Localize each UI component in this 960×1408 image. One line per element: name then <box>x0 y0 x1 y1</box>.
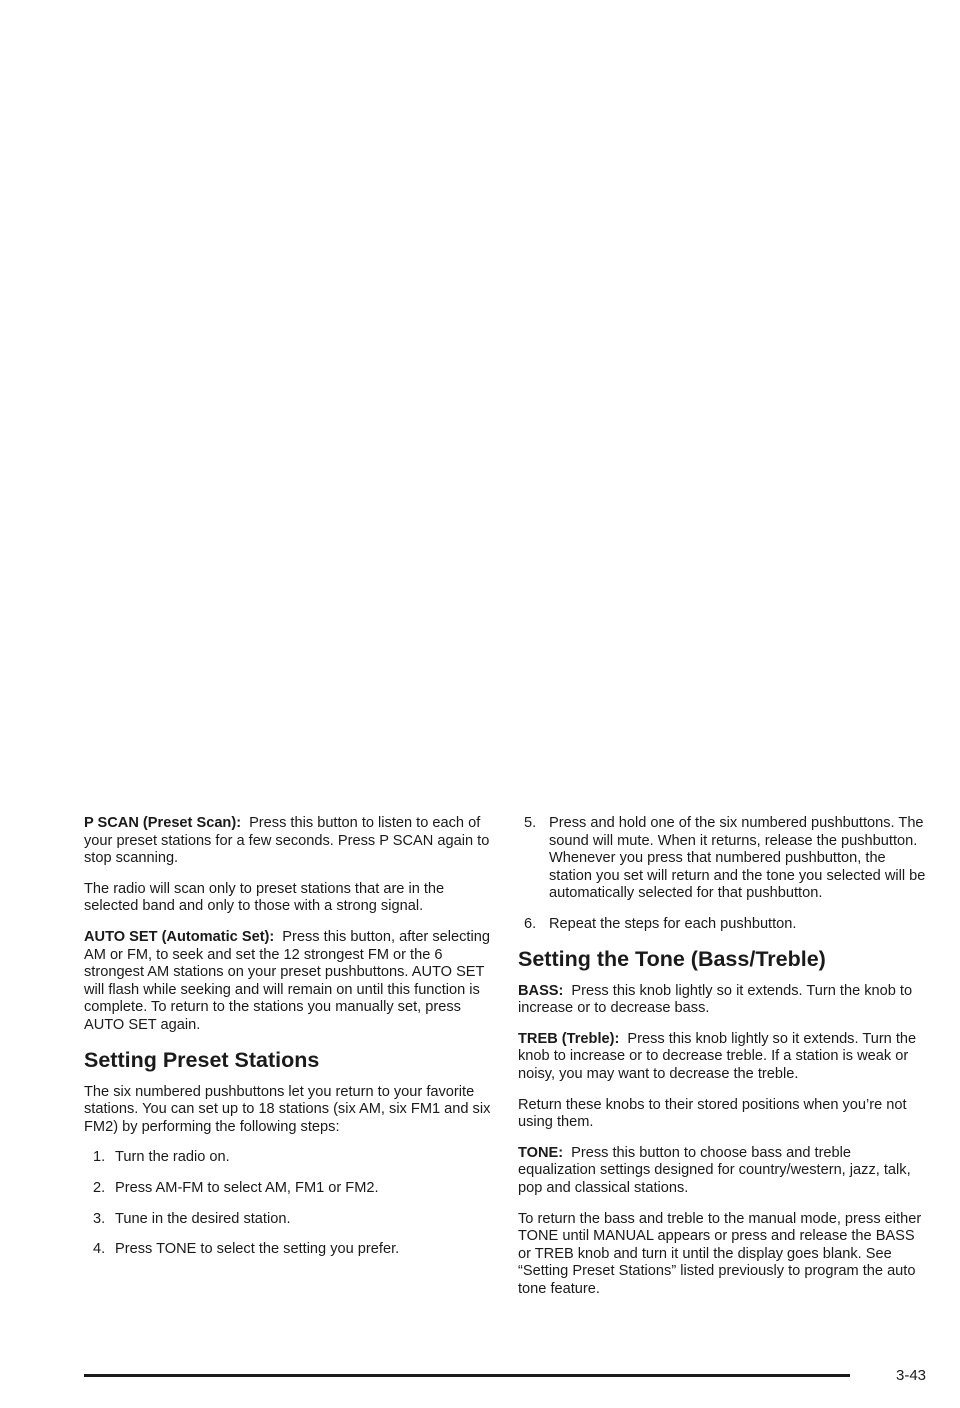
manual-note-paragraph: To return the bass and treble to the manual mode, press either TONE until MANUAL appears or press and release the BASS or TREB knob and turn it until the display goes blank. See “Setting Preset Stations” listed previously to program the auto tone feature. <box>518 1210 922 1297</box>
treb-text: Press this knob lightly so it extends. Turn the knob to increase or to decrease treble. If a station is weak or noisy, you may want to decrease the treble. <box>518 1030 917 1082</box>
step-number: 6. <box>524 915 537 932</box>
step-text: Turn the radio on. <box>115 1149 230 1166</box>
step-number: 1. <box>93 1149 106 1166</box>
tone-text: Press this button to choose bass and treble equalization settings designed for country/western, jazz, talk, pop and classical stations. <box>518 1144 911 1196</box>
bass-text: Press this knob lightly so it extends. Turn the knob to increase or to decrease bass. <box>518 982 913 1017</box>
step-text: Press TONE to select the setting you prefer. <box>115 1241 400 1258</box>
step-text: Tune in the desired station. <box>115 1210 291 1227</box>
auto-set-term: AUTO SET (Automatic Set): <box>84 928 275 945</box>
right-column <box>518 815 928 1311</box>
tone-term: TONE: <box>518 1144 564 1161</box>
step-item <box>518 815 928 903</box>
p-scan-text: Press this button to listen to each of your preset stations for a few seconds. Press P SCAN again to stop scanning. <box>84 815 490 867</box>
bass-paragraph <box>518 983 928 1018</box>
p-scan-paragraph <box>84 815 494 868</box>
bass-term: BASS: <box>518 982 564 999</box>
footer-rule <box>84 1374 850 1377</box>
auto-set-paragraph <box>84 929 494 1035</box>
return-note-paragraph: Return these knobs to their stored positions when you’re not using them. <box>518 1096 907 1131</box>
step-number: 4. <box>93 1241 106 1258</box>
tone-heading: Setting the Tone (Bass/Treble) <box>518 946 826 971</box>
step-number: 2. <box>93 1179 106 1196</box>
step-text: Press and hold one of the six numbered pushbuttons. The sound will mute. When it returns, release the pushbutton. Whenever you press that numbered pushbutton, the station you set will return and the tone you selected will be automatically selected for that pushbutton. <box>549 815 926 902</box>
preset-intro-paragraph: The six numbered pushbuttons let you return to your favorite stations. You can set up to 18 stations (six AM, six FM1 and six FM2) by performing the following steps: <box>84 1083 491 1135</box>
preset-steps-list-continued <box>518 815 928 934</box>
auto-set-text: Press this button, after selecting AM or FM, to seek and set the 12 strongest FM or the 6 strongest AM stations on your preset pushbuttons. AUTO SET will flash while seeking and will remain on until this function is complete. To return to the stations you manually set, press AUTO SET again. <box>84 928 490 1033</box>
left-column <box>84 815 494 1272</box>
p-scan-term: P SCAN (Preset Scan): <box>84 815 242 831</box>
step-number: 3. <box>93 1210 106 1227</box>
page-number: 3-43 <box>896 1367 927 1384</box>
scan-note-paragraph: The radio will scan only to preset stations that are in the selected band and only to those with a strong signal. <box>84 880 445 915</box>
tone-paragraph <box>518 1145 928 1198</box>
treb-paragraph <box>518 1031 928 1084</box>
preset-steps-list <box>84 1149 494 1258</box>
step-item <box>84 1241 494 1259</box>
treb-term: TREB (Treble): <box>518 1030 620 1047</box>
step-item <box>84 1180 494 1198</box>
step-text: Repeat the steps for each pushbutton. <box>549 915 797 932</box>
preset-heading: Setting Preset Stations <box>84 1047 320 1072</box>
step-item <box>84 1211 494 1229</box>
step-item <box>84 1149 494 1167</box>
step-number: 5. <box>524 815 537 831</box>
step-item <box>518 916 928 934</box>
step-text: Press AM-FM to select AM, FM1 or FM2. <box>115 1179 379 1196</box>
